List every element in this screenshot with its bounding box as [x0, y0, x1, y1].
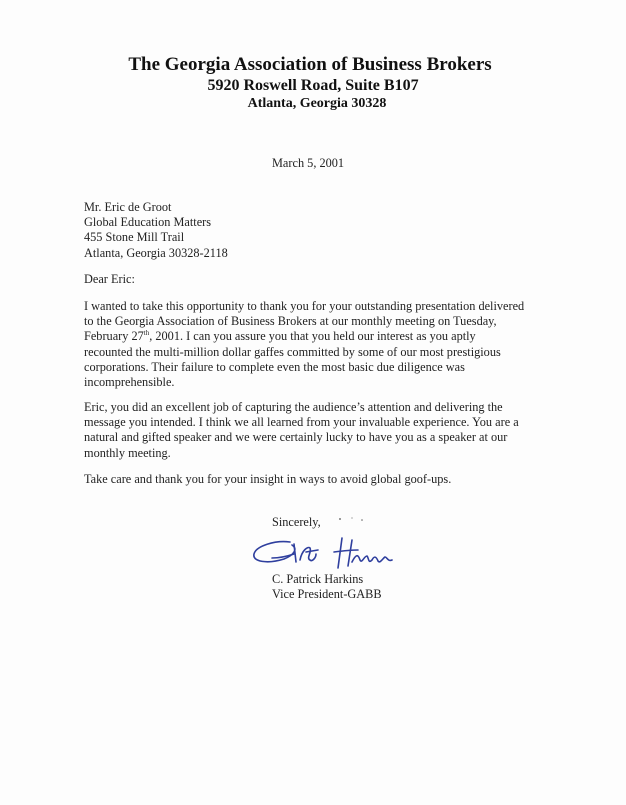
letter-date: March 5, 2001 — [272, 156, 345, 170]
paragraph-line: Eric, you did an excellent job of capturing the audience’s attention and delivering the — [84, 400, 503, 414]
letterhead-organization: The Georgia Association of Business Brokers — [128, 54, 492, 75]
recipient-address-block — [84, 200, 228, 261]
body-paragraph-2 — [84, 400, 519, 461]
ink-smudge — [336, 516, 366, 522]
recipient-company: Global Education Matters — [84, 215, 212, 230]
letterhead-address-line1: 5920 Roswell Road, Suite B107 — [207, 77, 419, 94]
meeting-date-text: February 27 — [84, 329, 144, 344]
salutation: Dear Eric: — [84, 272, 135, 286]
signer-title: Vice President-GABB — [272, 587, 382, 601]
letterhead-address-line2: Atlanta, Georgia 30328 — [247, 96, 387, 111]
paragraph-line: I wanted to take this opportunity to thank you for your outstanding presentation delivered — [84, 299, 525, 313]
paragraph-line: Take care and thank you for your insight in ways to avoid global goof-ups. — [84, 472, 452, 486]
body-paragraph-3 — [84, 472, 451, 487]
paragraph-line: monthly meeting. — [84, 445, 171, 460]
paragraph-line: corporations. Their failure to complete even the most basic due diligence was — [84, 359, 465, 374]
paragraph-line: natural and gifted speaker and we were certainly lucky to have you as a speaker at our — [84, 430, 508, 445]
recipient-street: 455 Stone Mill Trail — [84, 230, 185, 245]
paragraph-line: message you intended. I think we all learned from your invaluable experience. You are a — [84, 415, 519, 430]
handwritten-signature — [250, 532, 395, 574]
ordinal-suffix: th — [143, 329, 150, 338]
paragraph-line: to the Georgia Association of Business Brokers at our monthly meeting on Tuesday, — [84, 314, 497, 329]
recipient-city: Atlanta, Georgia 30328-2118 — [84, 245, 228, 260]
paragraph-line — [84, 329, 524, 344]
signer-name: C. Patrick Harkins — [272, 572, 364, 586]
paragraph-line-rest: , 2001. I can you assure you that you held our interest as you aptly — [149, 329, 476, 344]
paragraph-line: recounted the multi-million dollar gaffes committed by some of our most prestigious — [84, 344, 501, 359]
closing: Sincerely, — [272, 515, 321, 529]
paragraph-line: incomprehensible. — [84, 374, 175, 389]
recipient-name: Mr. Eric de Groot — [84, 200, 172, 214]
body-paragraph-1 — [84, 299, 524, 390]
